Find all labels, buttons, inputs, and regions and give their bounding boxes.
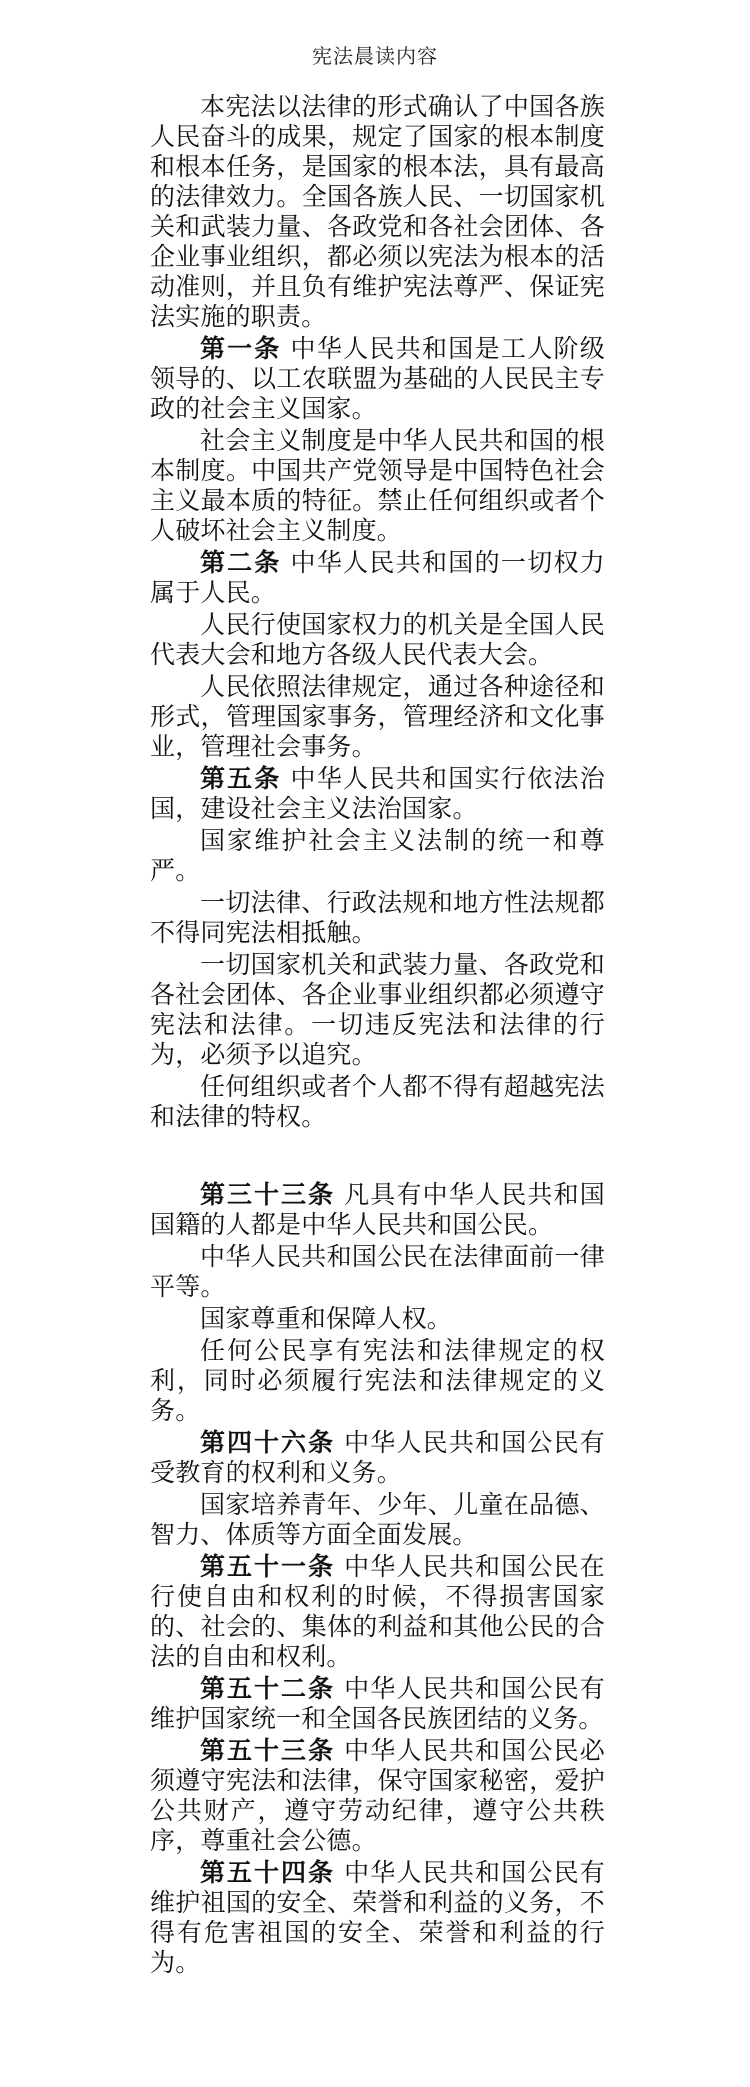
paragraph [150,610,605,670]
article-number: 第五十四条 [200,1858,335,1887]
paragraph-text: 一切国家机关和武装力量、各政党和各社会团体、各企业事业组织都必须遵守宪法和法律。一切违反宪法和法律的行为，必须予以追究。 [150,950,605,1069]
paragraph [150,672,605,762]
paragraph [150,950,605,1070]
paragraph-text: 中华人民共和国公民有维护国家统一和全国各民族团结的义务。 [150,1674,605,1733]
paragraph-text: 人民依照法律规定，通过各种途径和形式，管理国家事务，管理经济和文化事业，管理社会事务。 [150,672,605,761]
paragraph [150,1428,605,1488]
paragraph-text: 中华人民共和国公民有受教育的权利和义务。 [150,1428,605,1487]
article-number: 第五条 [200,764,282,793]
paragraph [150,1180,605,1240]
paragraph-text: 凡具有中华人民共和国国籍的人都是中华人民共和国公民。 [150,1180,605,1239]
paragraph [150,334,605,424]
paragraph [150,1242,605,1302]
article-number: 第三十三条 [200,1180,335,1209]
paragraph [150,1736,605,1856]
article-number: 第五十三条 [200,1736,335,1765]
paragraph-text: 中华人民共和国公民在行使自由和权利的时候，不得损害国家的、社会的、集体的利益和其他公民的合法的自由和权利。 [150,1552,605,1671]
page-title: 宪法晨读内容 [312,44,438,68]
paragraph-text: 中华人民共和国公民在法律面前一律平等。 [150,1242,605,1301]
paragraph-text: 中华人民共和国公民有维护祖国的安全、荣誉和利益的义务，不得有危害祖国的安全、荣誉和利益的行为。 [150,1858,605,1977]
article-number: 第四十六条 [200,1428,335,1457]
paragraph [150,888,605,948]
paragraph [150,1858,605,1978]
article-number: 第五十一条 [200,1552,335,1581]
paragraph-text: 中华人民共和国实行依法治国，建设社会主义法治国家。 [150,764,605,823]
citizen-rights-section [150,1180,605,1980]
paragraph-text: 本宪法以法律的形式确认了中国各族人民奋斗的成果，规定了国家的根本制度和根本任务，是国家的根本法，具有最高的法律效力。全国各族人民、一切国家机关和武装力量、各政党和各社会团体、各企业事业组织，都必须以宪法为根本的活动准则，并且负有维护宪法尊严、保证宪法实施的职责。 [150,92,605,331]
paragraph-text: 中华人民共和国的一切权力属于人民。 [150,548,605,607]
article-number: 第五十二条 [200,1674,335,1703]
paragraph [150,1490,605,1550]
paragraph-text: 中华人民共和国公民必须遵守宪法和法律，保守国家秘密，爱护公共财产，遵守劳动纪律，遵守公共秩序，尊重社会公德。 [150,1736,605,1855]
paragraph [150,1552,605,1672]
paragraph [150,1072,605,1132]
paragraph [150,1336,605,1426]
article-number: 第一条 [200,334,282,363]
article-number: 第二条 [200,548,282,577]
paragraph-text: 社会主义制度是中华人民共和国的根本制度。中国共产党领导是中国特色社会主义最本质的特征。禁止任何组织或者个人破坏社会主义制度。 [150,426,605,545]
paragraph [150,826,605,886]
paragraph-text: 人民行使国家权力的机关是全国人民代表大会和地方各级人民代表大会。 [150,610,605,669]
paragraph-text: 任何公民享有宪法和法律规定的权利，同时必须履行宪法和法律规定的义务。 [150,1336,605,1425]
paragraph-text: 任何组织或者个人都不得有超越宪法和法律的特权。 [150,1072,605,1131]
paragraph [150,764,605,824]
paragraph [150,92,605,332]
paragraph-text: 一切法律、行政法规和地方性法规都不得同宪法相抵触。 [150,888,605,947]
preamble-section [150,92,605,1134]
paragraph [150,1674,605,1734]
paragraph [150,426,605,546]
paragraph-text: 国家维护社会主义法制的统一和尊严。 [150,826,605,885]
paragraph-text: 中华人民共和国是工人阶级领导的、以工农联盟为基础的人民民主专政的社会主义国家。 [150,334,605,423]
paragraph [150,1304,605,1334]
paragraph-text: 国家培养青年、少年、儿童在品德、智力、体质等方面全面发展。 [150,1490,605,1549]
paragraph-text: 国家尊重和保障人权。 [200,1304,453,1333]
paragraph [150,548,605,608]
